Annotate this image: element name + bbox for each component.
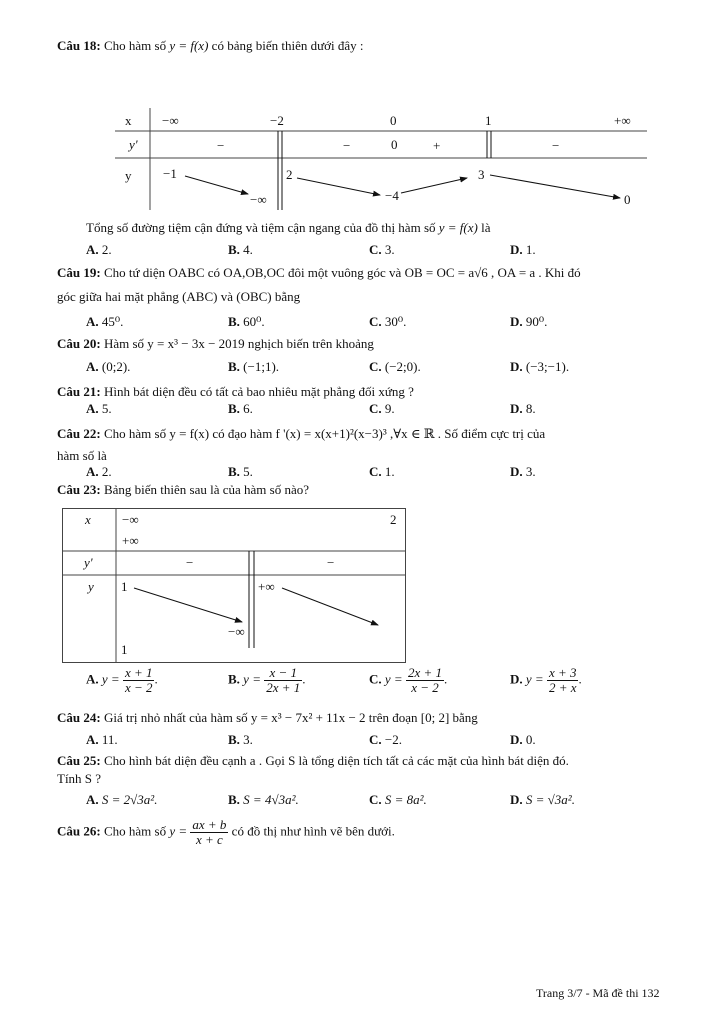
q21-stem [57,384,414,400]
q18-x-val: +∞ [614,113,631,128]
q20-label: Câu 20: [57,336,101,351]
q23-y-val: −∞ [228,624,245,639]
q18-variation-table [115,108,655,210]
q18-option-c[interactable]: C. 3. [369,242,395,257]
q23-text: Bảng biến thiên sau là của hàm số nào? [103,482,310,497]
q18-arrow [297,178,380,195]
q20-text: Hàm số y = x³ − 3x − 2019 nghịch biến trên khoảng [103,336,374,351]
q22-line2: hàm số là [57,448,107,463]
q21-option-c[interactable]: C. 9. [369,401,395,416]
q23-arrow [282,588,378,625]
q23-y-val: 1 [121,579,128,594]
q18-sign: + [433,138,441,153]
q18-y-val: −∞ [250,192,267,207]
q24-option-c[interactable]: C. −2. [369,732,402,747]
q25-line1 [57,753,569,769]
q25-line2: Tính S ? [57,771,102,786]
q23-y-val: +∞ [258,579,275,594]
q23-label: Câu 23: [57,482,101,497]
q26-label: Câu 26: [57,823,101,839]
q18-option-b[interactable]: B. 4. [228,242,253,257]
q25-option-d[interactable]: D. S = √3a². [510,792,575,807]
q19-line2: góc giữa hai mặt phẳng (ABC) và (OBC) bằng [57,289,301,304]
q21-option-b[interactable]: B. 6. [228,401,253,416]
q26-fraction: $\frac{ax + b}{x + c}$ [192,817,227,847]
q20-stem [57,336,374,352]
q25-text: Cho hình bát diện đều cạnh a . Gọi S là tổng diện tích tất cả các mặt của hình bát diện đó. [103,753,569,768]
q19-option-c[interactable]: C. 30⁰. [369,314,407,329]
q19-option-a[interactable]: A. 45⁰. [86,314,124,329]
q23-arrow [134,588,242,622]
q18-y-label: y [125,168,132,183]
q19-option-d[interactable]: D. 90⁰. [510,314,548,329]
q20-option-d[interactable]: D. (−3;−1). [510,359,570,374]
q22-option-c[interactable]: C. 1. [369,464,395,479]
q20-option-c[interactable]: C. (−2;0). [369,359,421,374]
q23-sign: − [327,555,335,570]
q23-option-d[interactable]: D. y = $\frac{x + 3}{2 + x}$ . [510,665,582,695]
q23-x-val: +∞ [122,533,139,548]
q26-y-eq: y = [169,823,188,839]
q18-option-a[interactable]: A. 2. [86,242,112,257]
q18-sign: − [217,138,225,153]
q18-y-val: −1 [163,166,177,181]
q24-option-b[interactable]: B. 3. [228,732,253,747]
q19-text: Cho tứ diện OABC có OA,OB,OC đôi một vuông góc và OB = OC = a√6 , OA = a . Khi đó [103,265,581,280]
page-footer: Trang 3/7 - Mã đề thi 132 [536,986,660,1000]
q20-option-a[interactable]: A. (0;2). [86,359,131,374]
q24-label: Câu 24: [57,710,101,725]
q18-text-pre: Cho hàm số [103,38,167,53]
q19-label: Câu 19: [57,265,101,280]
q26-text-post: có đồ thị như hình vẽ bên dưới. [231,823,395,839]
q25-option-b[interactable]: B. S = 4√3a². [228,792,299,807]
q18-x-val: −2 [270,113,284,128]
q18-y-val: 2 [286,167,293,182]
q18-prompt [86,220,491,236]
q24-text: Giá trị nhỏ nhất của hàm số y = x³ − 7x² + 11x − 2 trên đoạn [0; 2] bằng [103,710,478,725]
q23-yp-label: y' [84,555,93,570]
q23-variation-table [62,508,408,664]
q18-sign: − [552,138,560,153]
q18-prompt-post: là [481,220,491,235]
q22-label: Câu 22: [57,426,101,441]
q18-stem [57,38,364,54]
q23-x-val: 2 [390,512,397,527]
q18-label: Câu 18: [57,38,101,53]
q23-y-label: y [88,579,94,594]
q18-x-val: −∞ [162,113,179,128]
q23-stem [57,482,309,498]
q23-x-val: −∞ [122,512,139,527]
q26-text-pre: Cho hàm số [103,823,167,839]
q21-option-d[interactable]: D. 8. [510,401,536,416]
q23-y-val: 1 [121,642,128,657]
q18-prompt-func: y = f(x) [438,220,478,235]
q18-text-post: có bảng biến thiên dưới đây : [211,38,364,53]
q22-option-a[interactable]: A. 2. [86,464,112,479]
q25-option-a[interactable]: A. S = 2√3a². [86,792,158,807]
q18-x-label: x [125,113,132,128]
q24-stem [57,710,478,726]
q23-option-b[interactable]: B. y = $\frac{x - 1}{2x + 1}$ . [228,665,306,695]
q18-arrow [490,175,620,198]
q21-option-a[interactable]: A. 5. [86,401,112,416]
q18-func: y = f(x) [169,38,209,53]
q23-option-c[interactable]: C. y = $\frac{2x + 1}{x - 2}$ . [369,665,448,695]
q18-x-val: 1 [485,113,492,128]
q26-stem [57,818,395,847]
q18-option-d[interactable]: D. 1. [510,242,536,257]
q18-arrow [401,178,467,193]
q24-option-d[interactable]: D. 0. [510,732,536,747]
q22-text: Cho hàm số y = f(x) có đạo hàm f '(x) = x(x+1)²(x−3)³ ,∀x ∈ ℝ . Số điểm cực trị của [103,426,546,441]
q19-option-b[interactable]: B. 60⁰. [228,314,265,329]
q18-x-val: 0 [390,113,397,128]
q25-label: Câu 25: [57,753,101,768]
q23-sign: − [186,555,194,570]
q22-option-d[interactable]: D. 3. [510,464,536,479]
q18-sign: 0 [391,137,398,152]
q18-yp-label: y' [129,137,138,152]
q18-arrow [185,176,248,194]
q19-line1 [57,265,581,281]
q22-option-b[interactable]: B. 5. [228,464,253,479]
q18-y-val: −4 [385,188,399,203]
q23-option-a[interactable]: A. y = $\frac{x + 1}{x - 2}$ . [86,665,158,695]
q20-option-b[interactable]: B. (−1;1). [228,359,280,374]
q18-sign: − [343,138,351,153]
q18-y-val: 3 [478,167,485,182]
q22-line1 [57,426,545,442]
q21-label: Câu 21: [57,384,101,399]
q25-option-c[interactable]: C. S = 8a². [369,792,427,807]
q24-option-a[interactable]: A. 11. [86,732,118,747]
q18-y-val: 0 [624,192,631,207]
q18-prompt-pre: Tổng số đường tiệm cận đứng và tiệm cận ngang của đồ thị hàm số [86,220,436,235]
q23-x-label: x [85,512,91,527]
q21-text: Hình bát diện đều có tất cả bao nhiêu mặt phẳng đối xứng ? [103,384,414,399]
